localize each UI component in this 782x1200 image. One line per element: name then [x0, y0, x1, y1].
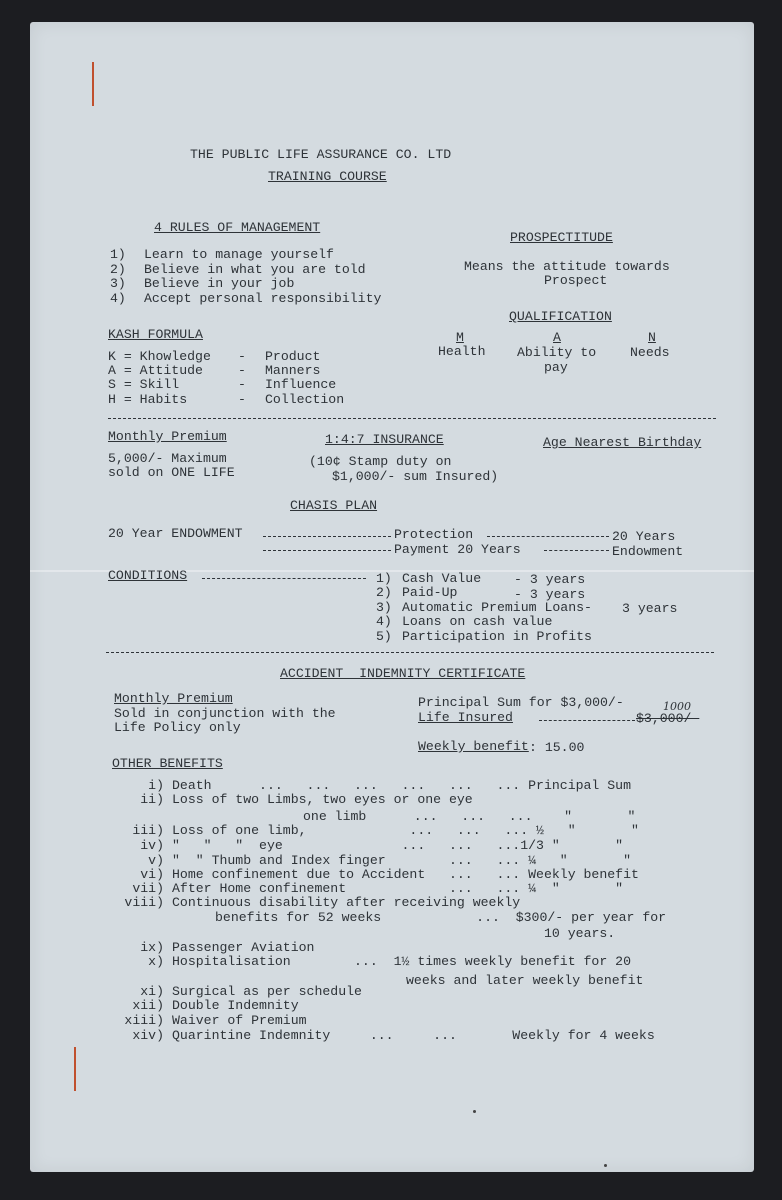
- rule-num: 2): [110, 262, 126, 277]
- dashed-line: [202, 578, 366, 579]
- rule-text: Learn to manage yourself: [144, 247, 334, 262]
- qualification-label: Health: [438, 344, 486, 359]
- red-margin-mark: [92, 62, 94, 106]
- chasis-endowment: Endowment: [612, 544, 684, 559]
- dashed-line: [263, 536, 391, 537]
- monthly-premium-line: sold on ONE LIFE: [108, 465, 235, 480]
- qualification-label: Ability to: [517, 345, 597, 360]
- kash-sep: -: [238, 392, 246, 407]
- benefit-num: ix): [140, 940, 164, 955]
- conditions-heading: CONDITIONS: [108, 568, 188, 583]
- benefit-text: After Home confinement ... ... ¼ " ": [172, 881, 624, 896]
- benefit-num: xiv): [132, 1028, 164, 1043]
- condition-note: 3 years: [622, 601, 678, 616]
- rule-text: Believe in what you are told: [144, 262, 366, 277]
- benefit-text: Loss of one limb, ... ... ... ½ " ": [172, 823, 639, 838]
- benefit-num: iii): [132, 823, 164, 838]
- weekly-benefit-value: : 15.00: [529, 740, 585, 755]
- condition-note: - 3 years: [514, 572, 586, 587]
- condition-num: 5): [376, 629, 392, 644]
- ink-speck: [473, 1110, 476, 1113]
- qualification-label: Needs: [630, 345, 670, 360]
- dashed-line: [263, 550, 391, 551]
- company-name: THE PUBLIC LIFE ASSURANCE CO. LTD: [190, 147, 452, 162]
- rule-num: 4): [110, 291, 126, 306]
- insurance-line: (10¢ Stamp duty on: [309, 454, 452, 469]
- kash-heading: KASH FORMULA: [108, 327, 203, 342]
- qualification-letter: A: [553, 330, 561, 345]
- kash-right: Collection: [265, 392, 345, 407]
- benefit-num: xi): [140, 984, 164, 999]
- benefit-num: xiii): [124, 1013, 164, 1028]
- condition-text: Paid-Up: [402, 585, 458, 600]
- rule-text: Believe in your job: [144, 276, 295, 291]
- benefit-text: Hospitalisation ... 1½ times weekly benefit for 20: [172, 954, 631, 969]
- rule-text: Accept personal responsibility: [144, 291, 382, 306]
- dashed-line: [487, 536, 609, 537]
- condition-text: Cash Value: [402, 571, 482, 586]
- course-title: TRAINING COURSE: [268, 169, 387, 184]
- kash-left: H = Habits: [108, 392, 188, 407]
- rules-heading: 4 RULES OF MANAGEMENT: [154, 220, 321, 235]
- kash-sep: -: [238, 349, 246, 364]
- prospectitude-line: Means the attitude towards: [464, 259, 670, 274]
- benefit-text: Death ... ... ... ... ... ... Principal Sum: [172, 778, 631, 793]
- benefit-text: Surgical as per schedule: [172, 984, 362, 999]
- condition-note: - 3 years: [514, 587, 586, 602]
- weekly-benefit-label: Weekly benefit: [418, 739, 529, 754]
- prospectitude-heading: PROSPECTITUDE: [510, 230, 613, 245]
- benefit-num: xii): [132, 998, 164, 1013]
- life-insured-label: Life Insured: [418, 710, 513, 725]
- benefit-text: benefits for 52 weeks ... $300/- per year for: [215, 910, 667, 925]
- chasis-protection: Protection: [394, 527, 474, 542]
- insurance-heading: 1:4:7 INSURANCE: [325, 432, 444, 447]
- benefit-num: vii): [132, 881, 164, 896]
- benefit-num: x): [148, 954, 164, 969]
- qualification-letter: M: [456, 330, 464, 345]
- kash-right: Product: [265, 349, 321, 364]
- benefit-text: Loss of two Limbs, two eyes or one eye: [172, 792, 473, 807]
- chasis-heading: CHASIS PLAN: [290, 498, 378, 513]
- benefit-text: Quarintine Indemnity ... ... Weekly for 4 weeks: [172, 1028, 655, 1043]
- kash-left: K = Khowledge: [108, 349, 211, 364]
- monthly-premium-heading: Monthly Premium: [114, 691, 233, 706]
- document-page: [30, 22, 754, 1172]
- benefit-text: 10 years.: [544, 926, 616, 941]
- monthly-premium-heading: Monthly Premium: [108, 429, 227, 444]
- red-margin-mark: [74, 1047, 76, 1091]
- dashed-divider: [106, 652, 714, 653]
- benefit-text: Waiver of Premium: [172, 1013, 307, 1028]
- other-benefits-heading: OTHER BENEFITS: [112, 756, 223, 771]
- condition-text: Automatic Premium Loans-: [402, 600, 592, 615]
- rule-num: 3): [110, 276, 126, 291]
- qualification-heading: QUALIFICATION: [509, 309, 612, 324]
- rule-num: 1): [110, 247, 126, 262]
- condition-num: 2): [376, 585, 392, 600]
- benefit-text: Passenger Aviation: [172, 940, 315, 955]
- dashed-line: [539, 720, 635, 721]
- age-heading: Age Nearest Birthday: [543, 435, 702, 450]
- insurance-line: $1,000/- sum Insured): [332, 469, 499, 484]
- qualification-label: pay: [544, 360, 568, 375]
- prospectitude-line: Prospect: [544, 273, 608, 288]
- condition-text: Loans on cash value: [402, 614, 553, 629]
- monthly-premium-line: 5,000/- Maximum: [108, 451, 227, 466]
- handwritten-amount: 1000: [663, 700, 691, 713]
- chasis-label: 20 Year ENDOWMENT: [108, 526, 243, 541]
- benefit-text: Continuous disability after receiving weekly: [172, 895, 521, 910]
- benefit-num: vi): [140, 867, 164, 882]
- principal-sum: Principal Sum for $3,000/-: [418, 695, 624, 710]
- kash-left: S = Skill: [108, 377, 180, 392]
- life-insured-value: $3,000/-: [636, 711, 700, 726]
- benefit-num: ii): [140, 792, 164, 807]
- benefit-num: i): [148, 778, 164, 793]
- kash-sep: -: [238, 377, 246, 392]
- ink-speck: [604, 1164, 607, 1167]
- chasis-payment: Payment 20 Years: [394, 542, 521, 557]
- benefit-text: one limb ... ... ... " ": [303, 809, 636, 824]
- condition-num: 4): [376, 614, 392, 629]
- dashed-line: [544, 550, 609, 551]
- condition-num: 1): [376, 571, 392, 586]
- benefit-text: " " Thumb and Index finger ... ... ¼ " ": [172, 853, 631, 868]
- benefit-num: iv): [140, 838, 164, 853]
- benefit-text: " " " eye ... ... ...1/3 " ": [172, 838, 624, 853]
- benefit-num: v): [148, 853, 164, 868]
- kash-right: Manners: [265, 363, 321, 378]
- chasis-years: 20 Years: [612, 529, 676, 544]
- benefit-text: Double Indemnity: [172, 998, 299, 1013]
- condition-num: 3): [376, 600, 392, 615]
- qualification-letter: N: [648, 330, 656, 345]
- condition-text: Participation in Profits: [402, 629, 592, 644]
- kash-sep: -: [238, 363, 246, 378]
- kash-left: A = Attitude: [108, 363, 203, 378]
- benefit-text: Home confinement due to Accident ... ... Weekly benefit: [172, 867, 639, 882]
- monthly-premium-line: Life Policy only: [114, 720, 241, 735]
- accident-heading: ACCIDENT INDEMNITY CERTIFICATE: [280, 666, 526, 681]
- benefit-text: weeks and later weekly benefit: [406, 973, 644, 988]
- kash-right: Influence: [265, 377, 337, 392]
- monthly-premium-line: Sold in conjunction with the: [114, 706, 336, 721]
- dashed-divider: [108, 418, 716, 419]
- benefit-num: viii): [124, 895, 164, 910]
